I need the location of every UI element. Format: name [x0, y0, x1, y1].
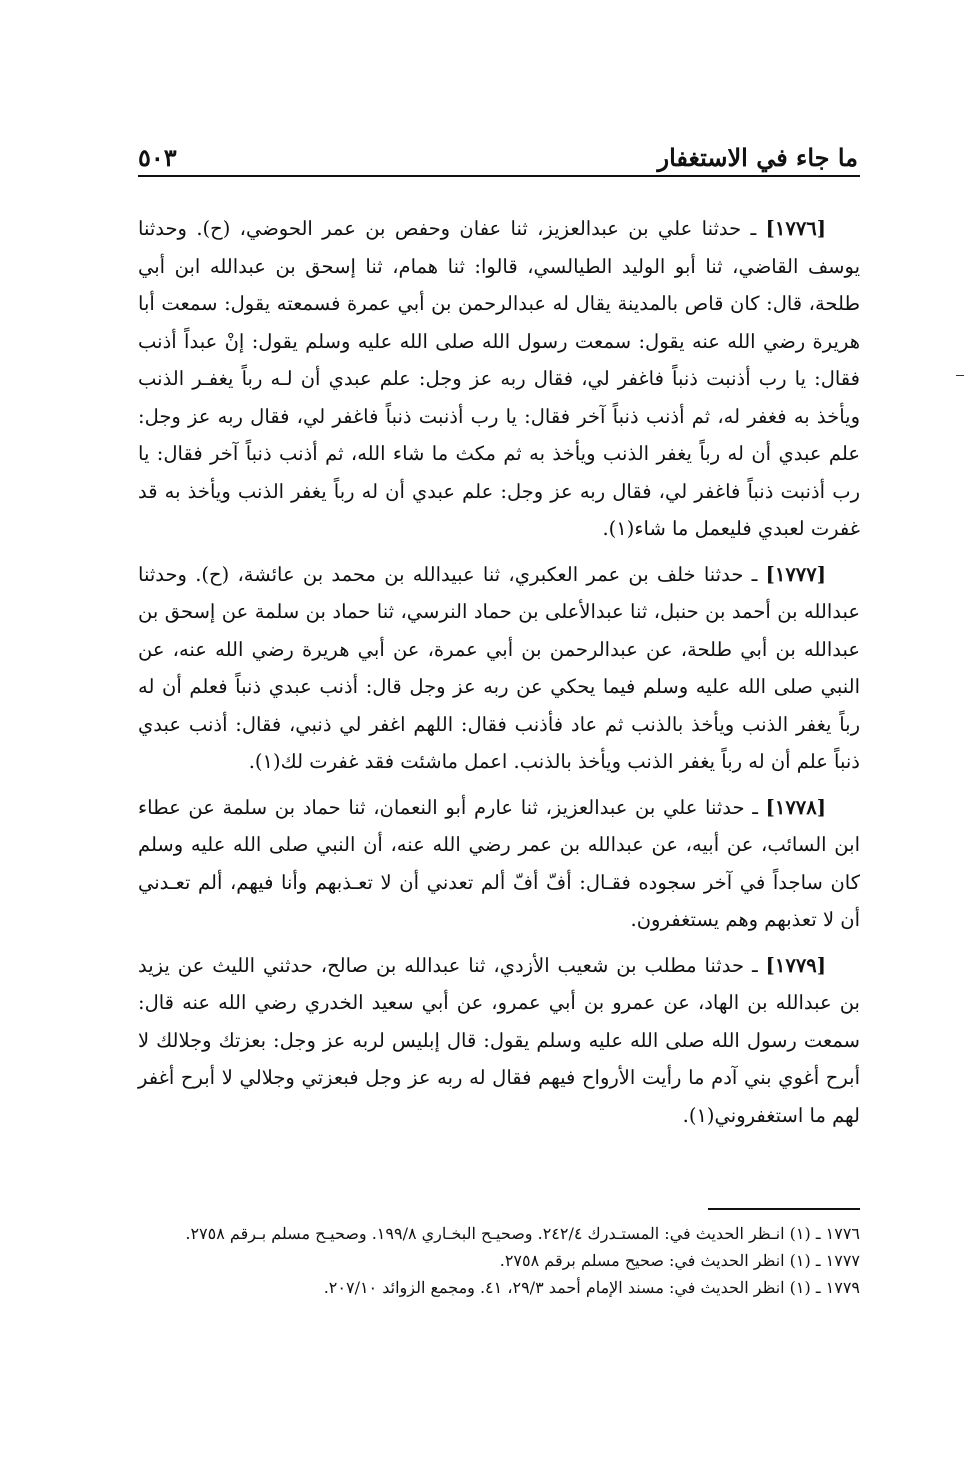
footnote-1779: ١٧٧٩ ـ (١) انظر الحديث في: مسند الإمام أحمد ٢٩/٣، ٤١. ومجمع الزوائد ٢٠٧/١٠. [323, 1278, 860, 1297]
chapter-title: ما جاء في الاستغفار [657, 143, 858, 172]
hadith-1779 [138, 947, 860, 1135]
hadith-number: [١٧٧٦] [765, 217, 827, 240]
hadith-1776 [138, 210, 860, 548]
main-text [138, 210, 860, 1142]
footnote-1776: ١٧٧٦ ـ (١) انـظر الحديث في: المستـدرك ٢٤٢/٤. وصحيـح البخـاري ١٩٩/٨. وصحيـح مسلم بـرقم ٢٧٥٨. [185, 1224, 860, 1243]
hadith-1777 [138, 556, 860, 781]
hadith-text: ـ حدثنا مطلب بن شعيب الأزدي، ثنا عبدالله بن صالح، حدثني الليث عن يزيد بن عبدالله بن الهاد، عن عمرو بن أبي عمرو، عن أبي سعيد الخدري رضي الله عنه قال: سمعت رسول الله صلى الله عليه وسلم يقول: قال إبليس لربه عز وجل: بعزتك وجلالك لا أبرح أغوي بني آدم ما رأيت الأرواح فيهم فقال له ربه عز وجل فبعزتي وجلالي لا أبرح أغفر لهم ما استغفروني(١). [138, 953, 860, 1127]
hadith-text: ـ حدثنا خلف بن عمر العكبري، ثنا عبيدالله بن محمد بن عائشة، (ح). وحدثنا عبدالله بن أحمد بن حنبل، ثنا عبدالأعلى بن حماد النرسي، ثنا حماد بن سلمة عن إسحق بن عبدالله بن أبي طلحة، عن عبدالرحمن بن أبي عمرة، عن أبي هريرة رضي الله عنه، عن النبي صلى الله عليه وسلم فيما يحكي عن ربه عز وجل قال: أذنب عبدي ذنباً فعلم أن له رباً يغفر الذنب ويأخذ بالذنب ثم عاد فأذنب فقال: اللهم اغفر لي ذنبي، فقال: أذنب عبدي ذنباً علم أن له رباً يغفر الذنب ويأخذ بالذنب. اعمل ماشئت فقد غفرت لك(١). [138, 562, 860, 773]
running-header [138, 138, 858, 174]
hadith-text: ـ حدثنا علي بن عبدالعزيز، ثنا عارم أبو النعمان، ثنا حماد بن سلمة عن عطاء ابن السائب، عن أبيه، عن عبدالله بن عمر رضي الله عنه، أن النبي صلى الله عليه وسلم كان ساجداً في آخر سجوده فقـال: أفّ أفّ ألم تعدني أن لا تعـذبهم وأنا فيهم، ألم تعـدني أن لا تعذبهم وهم يستغفرون. [138, 795, 860, 931]
page-number: ٥٠٣ [138, 143, 177, 172]
footnotes-divider [708, 1208, 860, 1210]
footnote-1777: ١٧٧٧ ـ (١) انظر الحديث في: صحيح مسلم برقم ٢٧٥٨. [499, 1251, 860, 1270]
hadith-number: [١٧٧٩] [765, 953, 827, 977]
hadith-number: [١٧٧٨] [765, 795, 826, 819]
hadith-text: ـ حدثنا علي بن عبدالعزيز، ثنا عفان وحفص بن عمر الحوضي، (ح). وحدثنا يوسف القاضي، ثنا أبو الوليد الطيالسي، قالوا: ثنا همام، ثنا إسحق بن عبدالله ابن أبي طلحة، قال: كان قاص بالمدينة يقال له عبدالرحمن بن أبي عمرة فسمعته يقول: سمعت أبا هريرة رضي الله عنه يقول: سمعت رسول الله صلى الله عليه وسلم يقول: إنْ عبداً أذنب فقال: يا رب أذنبت ذنباً فاغفر لي، فقال ربه عز وجل: علم عبدي أن لـه رباً يغفـر الذنب ويأخذ به فغفر له، ثم أذنب ذنباً آخر فقال: يا رب أذنبت ذنباً فاغفر لي، فقال ربه عز وجل: علم عبدي أن له رباً يغفر الذنب ويأخذ به ثم مكث ما شاء الله، ثم أذنب ذنباً آخر فقال: يا رب أذنبت ذنباً فاغفر لي، فقال ربه عز وجل: علم عبدي أن له رباً يغفر الذنب ويأخذ به قد غفرت لعبدي فليعمل ما شاء(١). [138, 217, 860, 540]
footnotes [138, 1220, 860, 1301]
header-divider [138, 175, 860, 177]
hadith-number: [١٧٧٧] [765, 562, 826, 586]
hadith-1778 [138, 789, 860, 939]
margin-mark [956, 375, 964, 376]
